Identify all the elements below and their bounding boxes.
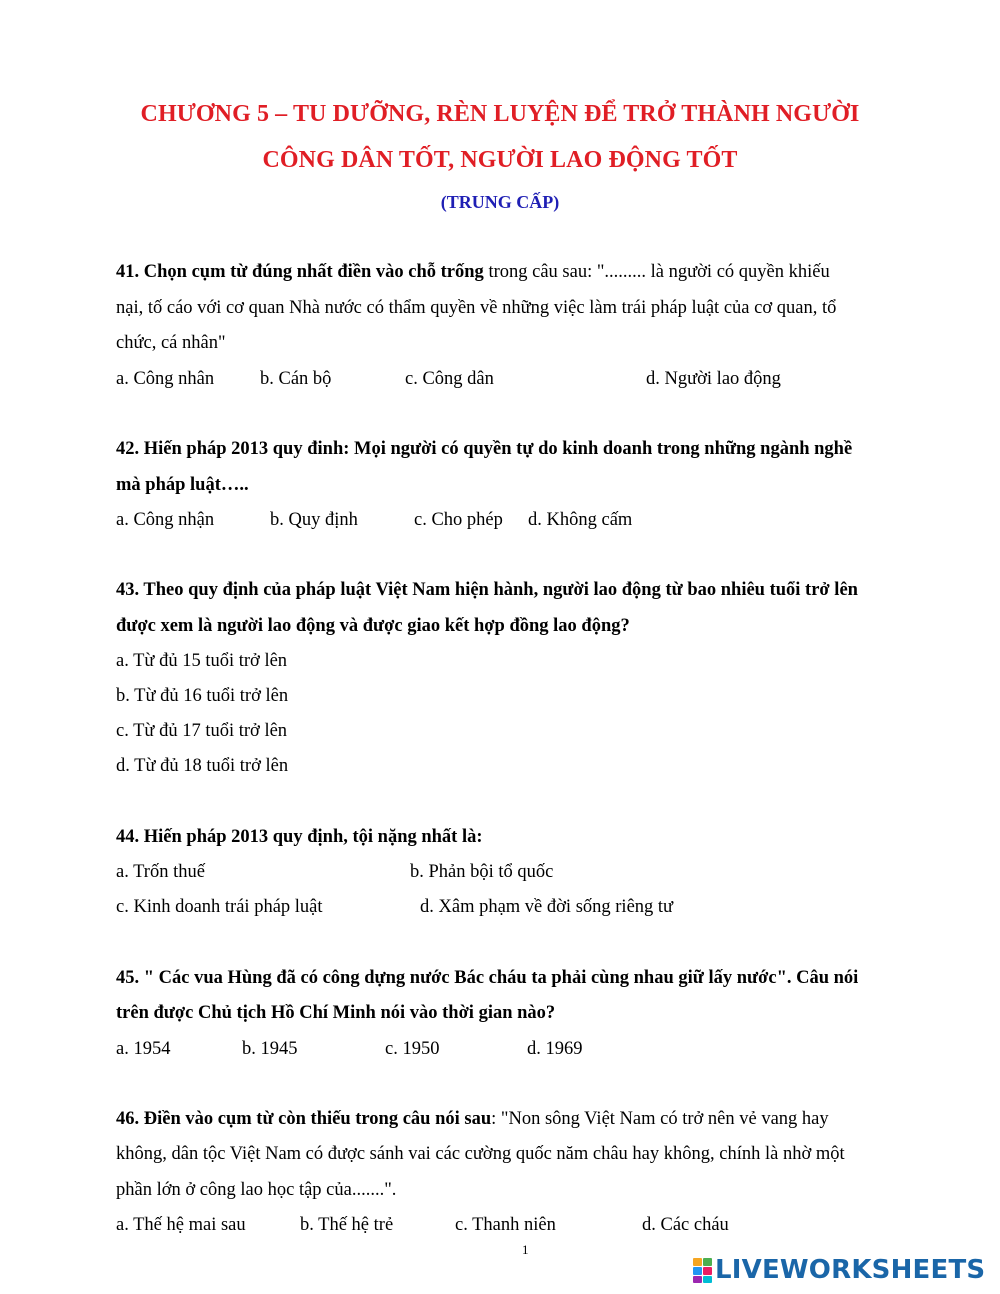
question-43-line-2: được xem là người lao động và được giao kết hợp đồng lao động? [116,616,630,636]
question-46-line-3: phần lớn ở công lao học tập của.......". [116,1180,397,1200]
question-46-line-1 [116,1107,829,1131]
liveworksheets-brand[interactable] [692,1256,985,1284]
question-46-option-c[interactable]: c. Thanh niên [455,1215,556,1235]
question-42-option-d[interactable]: d. Không cấm [528,510,633,530]
question-41-prompt-bold: 41. Chọn cụm từ đúng nhất điền vào chỗ trống [116,262,484,282]
question-43-option-a[interactable]: a. Từ đủ 15 tuổi trở lên [116,651,288,671]
question-45-option-d[interactable]: d. 1969 [527,1039,583,1059]
question-44-option-d[interactable]: d. Xâm phạm về đời sống riêng tư [420,897,674,917]
question-41-line-3: chức, cá nhân" [116,333,226,353]
question-41-option-c[interactable]: c. Công dân [405,369,494,389]
question-42-option-b[interactable]: b. Quy định [270,510,358,530]
liveworksheets-brand-text: LIVEWORKSHEETS [715,1255,986,1285]
question-43-option-d[interactable]: d. Từ đủ 18 tuổi trở lên [116,756,289,776]
question-46-prompt-bold: 46. Điền vào cụm từ còn thiếu trong câu nói sau [116,1109,492,1129]
question-43-option-c[interactable]: c. Từ đủ 17 tuổi trở lên [116,721,288,741]
question-41-prompt-rest: trong câu sau: "......... là người có quyền khiếu [483,262,830,282]
question-44-line-1: 44. Hiến pháp 2013 quy định, tội nặng nhất là: [116,827,483,847]
question-41-line-1 [116,260,830,284]
question-46-line-2: không, dân tộc Việt Nam có được sánh vai các cường quốc năm châu hay không, chính là nhờ một [116,1144,845,1164]
question-45-option-b[interactable]: b. 1945 [242,1039,298,1059]
question-43-option-b[interactable]: b. Từ đủ 16 tuổi trở lên [116,686,289,706]
question-43-line-1: 43. Theo quy định của pháp luật Việt Nam hiện hành, người lao động từ bao nhiêu tuổi trở lên [116,580,858,600]
question-41-line-2: nại, tố cáo với cơ quan Nhà nước có thẩm quyền về những việc làm trái pháp luật của cơ quan, tổ [116,298,837,318]
question-45-line-1: 45. " Các vua Hùng đã có công dựng nước Bác cháu ta phải cùng nhau giữ lấy nước". Câu nói [116,968,859,988]
question-46-prompt-rest: : "Non sông Việt Nam có trở nên vẻ vang hay [491,1109,829,1129]
question-41-option-d[interactable]: d. Người lao động [646,369,781,389]
page-number: 1 [522,1242,529,1257]
question-42-option-c[interactable]: c. Cho phép [414,510,503,530]
question-42-line-1: 42. Hiến pháp 2013 quy đinh: Mọi người có quyền tự do kinh doanh trong những ngành nghề [116,439,853,459]
question-44-option-c[interactable]: c. Kinh doanh trái pháp luật [116,897,323,917]
question-44-option-b[interactable]: b. Phản bội tổ quốc [410,862,554,882]
question-45-line-2: trên được Chủ tịch Hồ Chí Minh nói vào thời gian nào? [116,1003,556,1023]
question-42-option-a[interactable]: a. Công nhận [116,510,215,530]
liveworksheets-logo-icon [692,1257,712,1283]
question-46-option-b[interactable]: b. Thế hệ trẻ [300,1215,394,1235]
question-46-option-d[interactable]: d. Các cháu [642,1215,729,1235]
question-44-option-a[interactable]: a. Trốn thuế [116,862,205,882]
question-42-line-2: mà pháp luật….. [116,475,249,495]
question-41-option-a[interactable]: a. Công nhân [116,369,215,389]
level-subtitle: (TRUNG CẤP) [440,192,560,212]
question-45-option-a[interactable]: a. 1954 [116,1039,171,1059]
question-41-option-b[interactable]: b. Cán bộ [260,369,332,389]
chapter-title-line-2: CÔNG DÂN TỐT, NGƯỜI LAO ĐỘNG TỐT [262,147,738,173]
question-45-option-c[interactable]: c. 1950 [385,1039,440,1059]
question-46-option-a[interactable]: a. Thế hệ mai sau [116,1215,246,1235]
chapter-title-line-1: CHƯƠNG 5 – TU DƯỠNG, RÈN LUYỆN ĐỂ TRỞ THÀNH NGƯỜI [140,101,860,127]
